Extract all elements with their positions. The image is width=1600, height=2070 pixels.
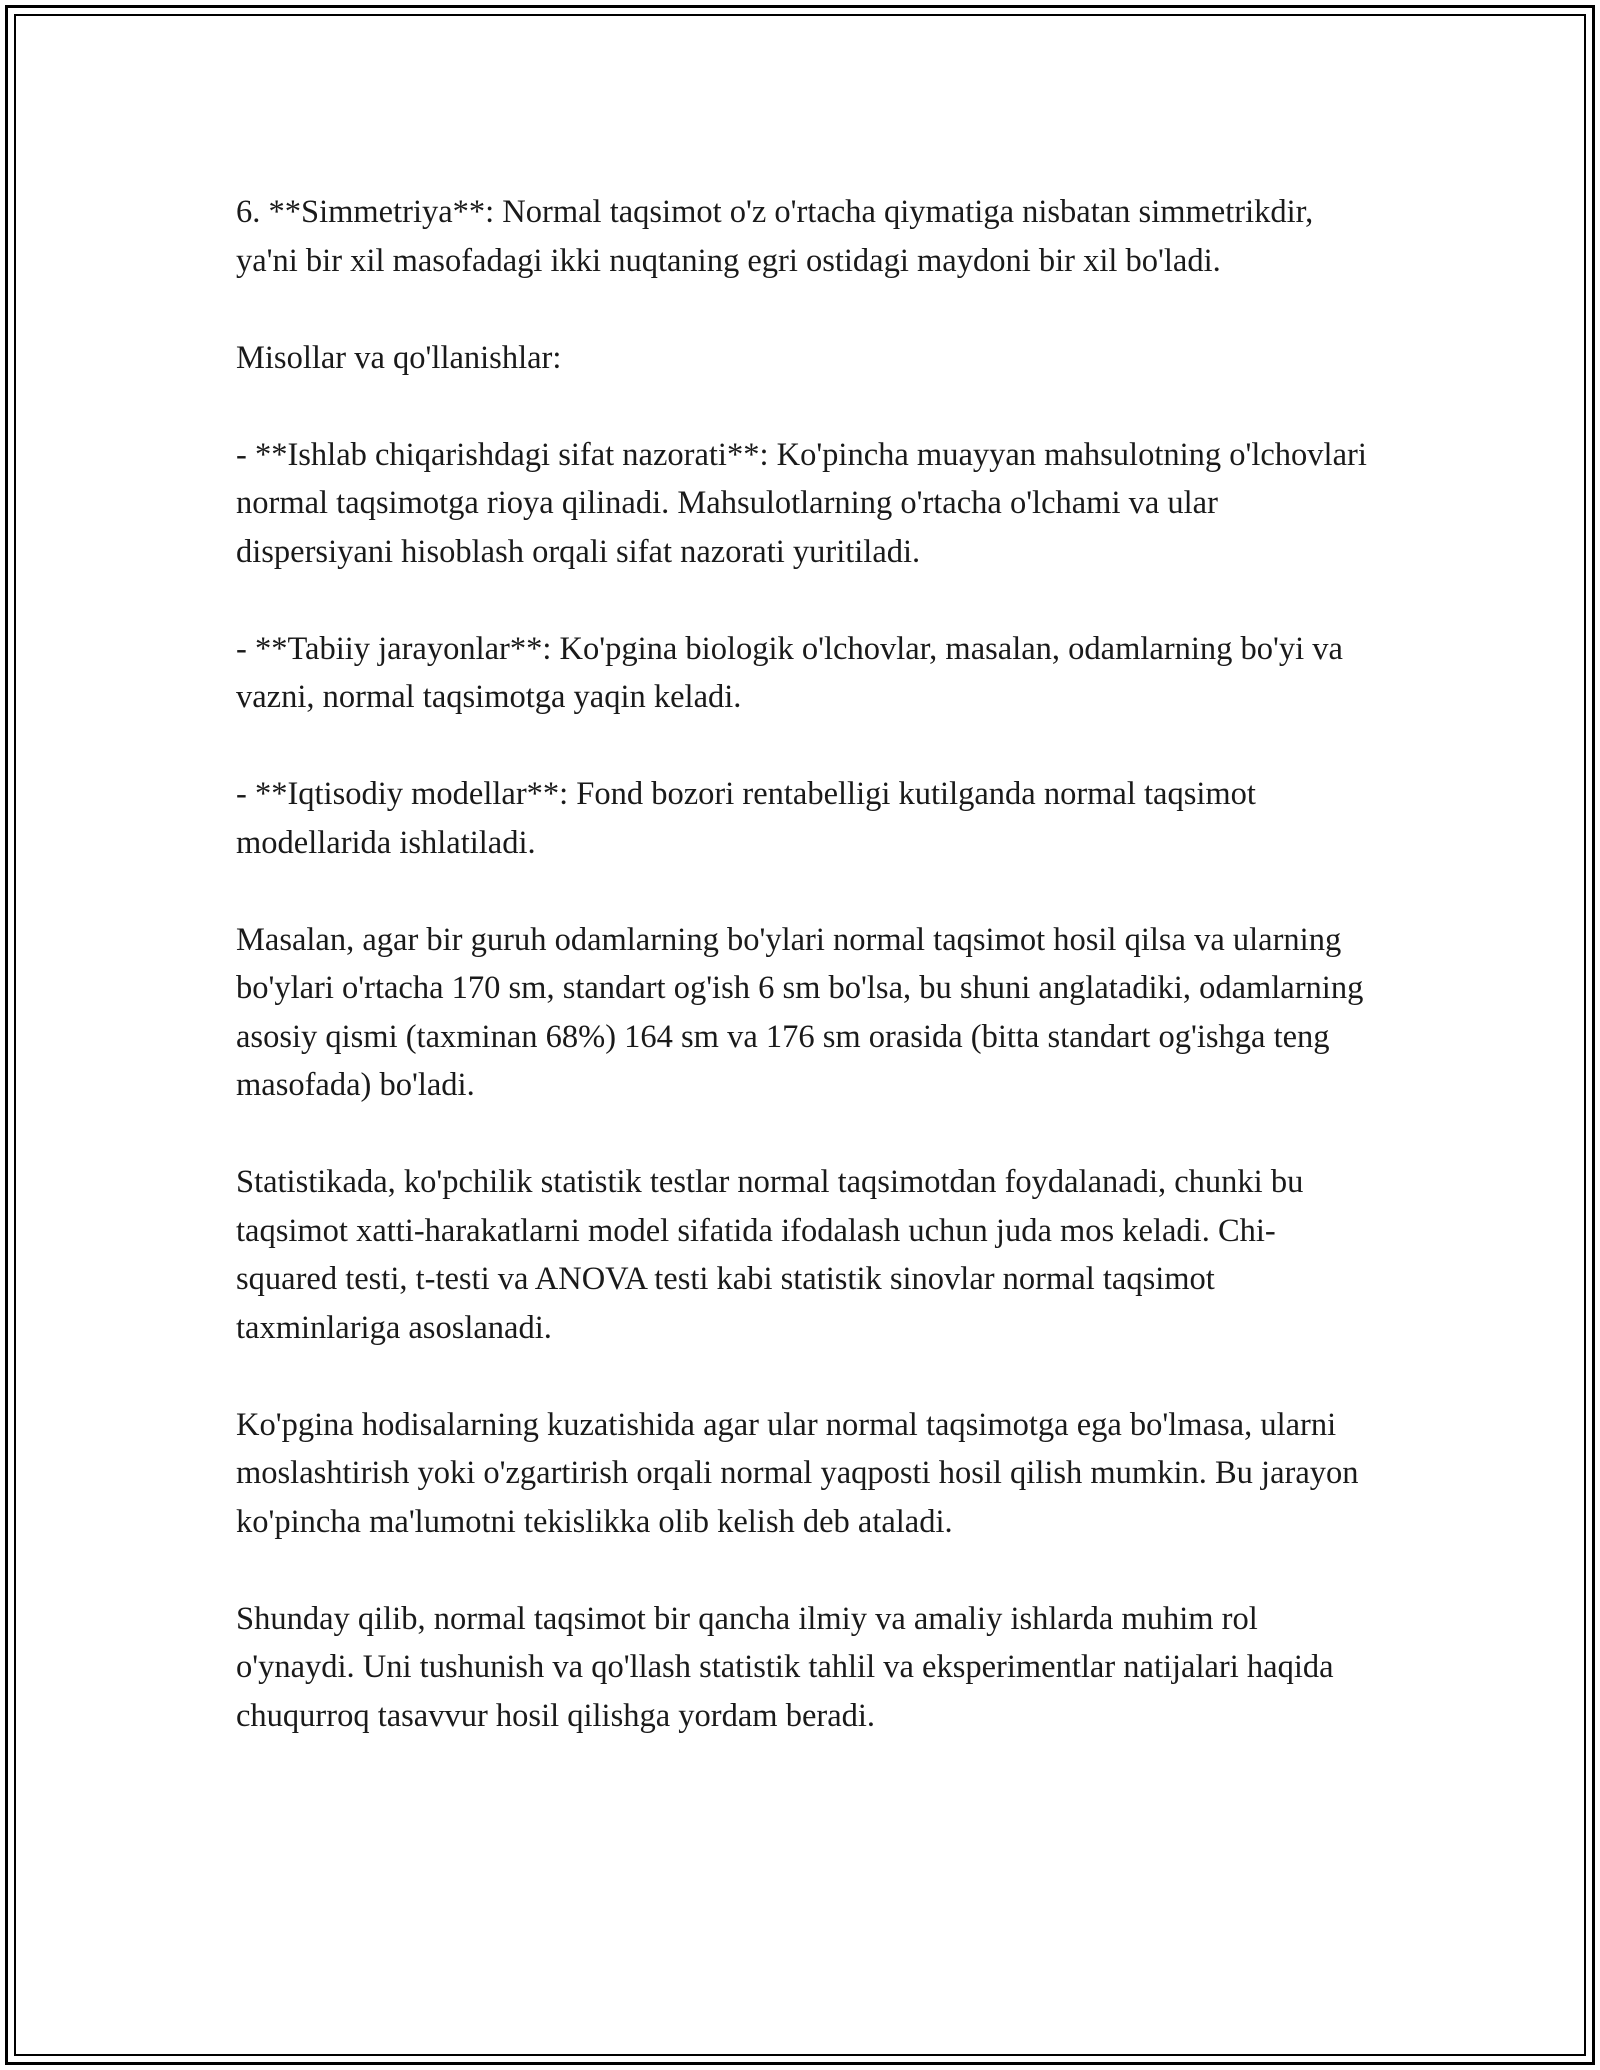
paragraph-normalization: Ko'pgina hodisalarning kuzatishida agar ular normal taqsimotga ega bo'lmasa, ularni moslashtirish yoki o'zgartirish orqali normal yaqposti hosil qilish mumkin. Bu jarayon ko'pincha ma'lumotni tekislikka olib kelish deb ataladi. [236, 1406, 1359, 1540]
heading-examples: Misollar va qo'llanishlar: [236, 339, 562, 376]
list-item-quality-control: - **Ishlab chiqarishdagi sifat nazorati**: Ko'pincha muayyan mahsulotning o'lchovlari normal taqsimotga rioya qilinadi. Mahsulotlarning o'rtacha o'lchami va ular dispersiyani hisoblash orqali sifat nazorati yuritiladi. [236, 436, 1367, 570]
paragraph-statistics-tests: Statistikada, ko'pchilik statistik testlar normal taqsimotdan foydalanadi, chunki bu taqsimot xatti-harakatlarni model sifatida ifodalash uchun juda mos keladi. Chi-squared testi, t-testi va ANOVA testi kabi statistik sinovlar normal taqsimot taxminlariga asoslanadi. [236, 1164, 1304, 1346]
list-item-economic-models: - **Iqtisodiy modellar**: Fond bozori rentabelligi kutilganda normal taqsimot modellarida ishlatiladi. [236, 776, 1256, 861]
paragraph-symmetry: 6. **Simmetriya**: Normal taqsimot o'z o'rtacha qiymatiga nisbatan simmetrikdir, ya'ni bir xil masofadagi ikki nuqtaning egri ostidagi maydoni bir xil bo'ladi. [236, 194, 1314, 279]
paragraph-height-example: Masalan, agar bir guruh odamlarning bo'ylari normal taqsimot hosil qilsa va ularning bo'ylari o'rtacha 170 sm, standart og'ish 6 sm bo'lsa, bu shuni anglatadiki, odamlarning asosiy qismi (taxminan 68%) 164 sm va 176 sm orasida (bitta standart og'ishga teng masofada) bo'ladi. [236, 921, 1364, 1103]
paragraph-conclusion: Shunday qilib, normal taqsimot bir qancha ilmiy va amaliy ishlarda muhim rol o'ynaydi. Uni tushunish va qo'llash statistik tahlil va eksperimentlar natijalari haqida chuqurroq tasavvur hosil qilishga yordam beradi. [236, 1600, 1334, 1734]
document-body [236, 188, 1376, 1789]
list-item-natural-processes: - **Tabiiy jarayonlar**: Ko'pgina biologik o'lchovlar, masalan, odamlarning bo'yi va vazni, normal taqsimotga yaqin keladi. [236, 630, 1343, 715]
